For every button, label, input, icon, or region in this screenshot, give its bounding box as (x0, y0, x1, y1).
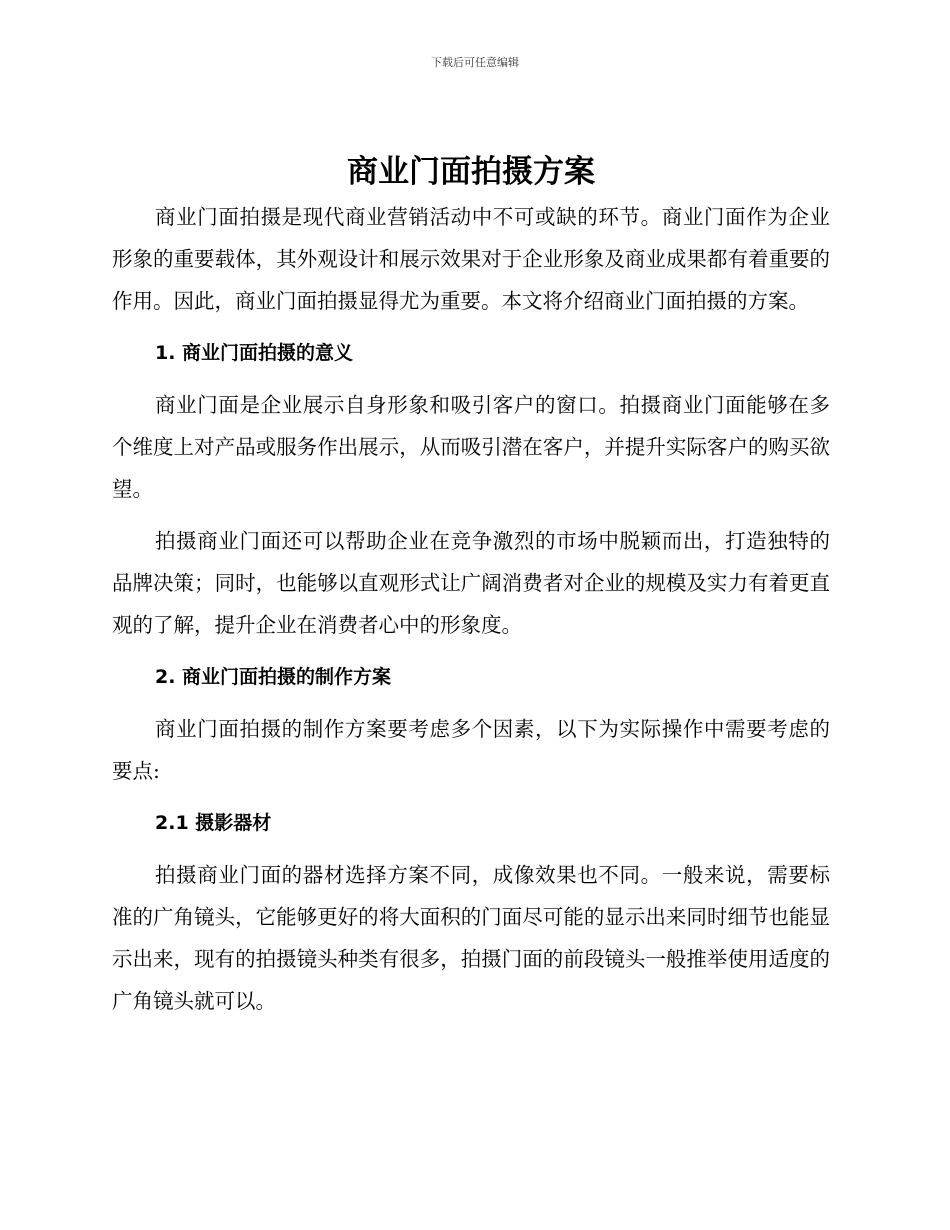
section-2-paragraph-1: 商业门面拍摄的制作方案要考虑多个因素，以下为实际操作中需要考虑的要点: (112, 717, 830, 783)
intro-paragraph: 商业门面拍摄是现代商业营销活动中不可或缺的环节。商业门面作为企业形象的重要载体，其外观设计和展示效果对于企业形象及商业成果都有着重要的作用。因此，商业门面拍摄显得尤为重要。本文将介绍商业门面拍摄的方案。 (112, 205, 830, 313)
section-2-heading: 2. 商业门面拍摄的制作方案 (155, 666, 392, 688)
document-body (112, 148, 830, 1032)
section-1-paragraph-2: 拍摄商业门面还可以帮助企业在竞争激烈的市场中脱颖而出，打造独特的品牌决策；同时，也能够以直观形式让广阔消费者对企业的规模及实力有着更直观的了解，提升企业在消费者心中的形象度。 (112, 529, 830, 637)
section-1-paragraph-1: 商业门面是企业展示自身形象和吸引客户的窗口。拍摄商业门面能够在多个维度上对产品或服务作出展示，从而吸引潜在客户，并提升实际客户的购买欲望。 (112, 393, 830, 501)
header-note: 下载后可任意编辑 (431, 56, 519, 69)
document-title: 商业门面拍摄方案 (347, 154, 595, 190)
section-2-1-heading: 2.1 摄影器材 (155, 812, 272, 834)
section-1-heading: 1. 商业门面拍摄的意义 (155, 342, 354, 364)
section-2-1-paragraph-1: 拍摄商业门面的器材选择方案不同，成像效果也不同。一般来说，需要标准的广角镜头，它能够更好的将大面积的门面尽可能的显示出来同时细节也能显示出来，现有的拍摄镜头种类有很多，拍摄门面的前段镜头一般推举使用适度的广角镜头就可以。 (112, 863, 830, 1013)
